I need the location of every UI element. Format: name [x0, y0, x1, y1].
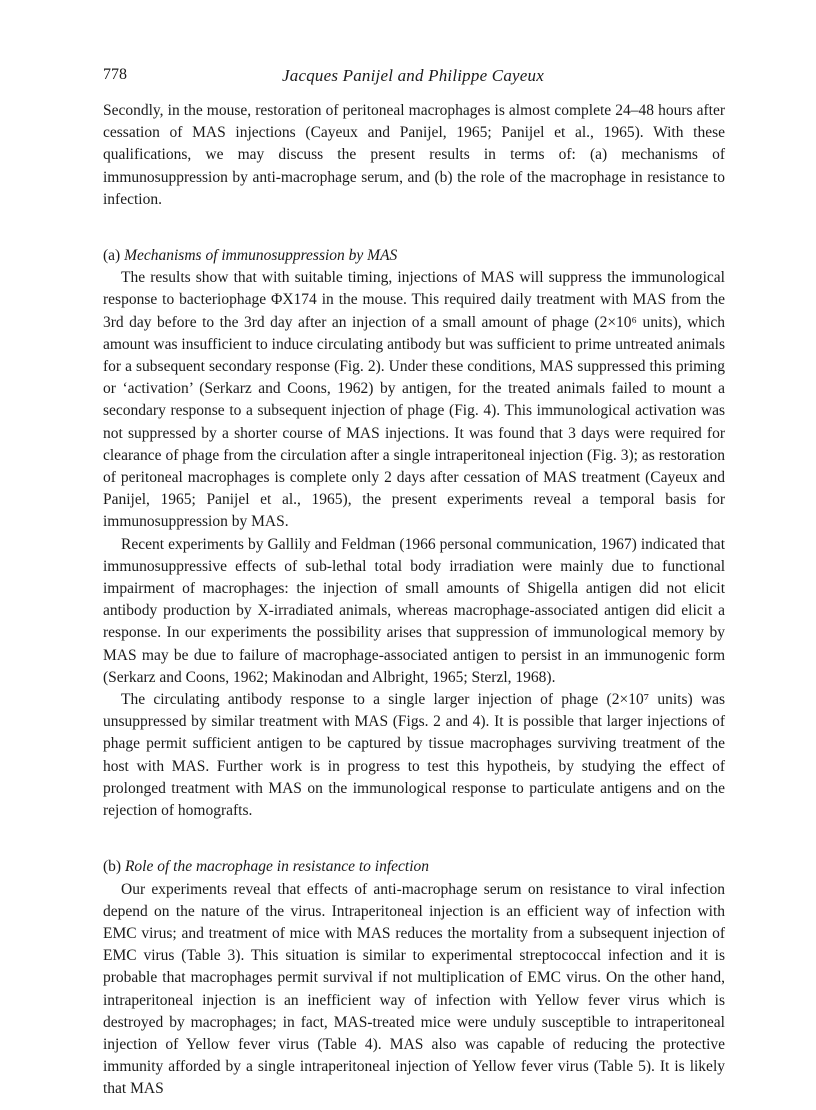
section-a-paragraph-3: The circulating antibody response to a single larger injection of phage (2×10⁷ units) was unsuppressed by similar treatment with MAS (Figs. 2 and 4). It is possible that larger injections of phage permit sufficient antigen to be captured by tissue macrophages surviving treatment of the host with MAS. Further work is in progress to test this hypotheis, by studying the effect of prolonged treatment with MAS on the immunological response to particulate antigens and on the rejection of homografts.	[103, 691, 725, 820]
section-a-label: (a)	[103, 247, 121, 265]
article-body	[103, 100, 725, 1101]
intro-paragraph: Secondly, in the mouse, restoration of peritoneal macrophages is almost complete 24–48 hours after cessation of MAS injections (Cayeux and Panijel, 1965; Panijel et al., 1965). With these qualifications, we may discuss the present results in terms of: (a) mechanisms of immunosuppression by anti-macrophage serum, and (b) the role of the macrophage in resistance to infection.	[103, 102, 725, 208]
section-a-paragraph-2: Recent experiments by Gallily and Feldman (1966 personal communication, 1967) indicated that immunosuppressive effects of sub-lethal total body irradiation were mainly due to functional impairment of macrophages: the injection of small amounts of Shigella antigen did not elicit antibody production by X-irradiated animals, whereas macrophage-associated antigen did elicit a response. In our experiments the possibility arises that suppression of immunological memory by MAS may be due to failure of macrophage-associated antigen to persist in an immunogenic form (Serkarz and Coons, 1962; Makinodan and Albright, 1965; Sterzl, 1968).	[103, 535, 725, 686]
page-number: 778	[103, 66, 127, 83]
section-b-heading	[103, 856, 725, 878]
section-b-label: (b)	[103, 858, 122, 876]
section-b-title: Role of the macrophage in resistance to infection	[124, 858, 430, 876]
running-head: Jacques Panijel and Philippe Cayeux	[282, 66, 544, 85]
section-a-paragraph-1: The results show that with suitable timing, injections of MAS will suppress the immunological response to bacteriophage ΦX174 in the mouse. This required daily treatment with MAS from the 3rd day before to the 3rd day after an injection of a small amount of phage (2×10⁶ units), which amount was insufficient to induce circulating antibody but was sufficient to prime untreated animals for a subsequent secondary response (Fig. 2). Under these conditions, MAS suppressed this priming or ‘activation’ (Serkarz and Coons, 1962) by antigen, for the treated animals failed to mount a secondary response to a subsequent injection of phage (Fig. 4). This immunological activation was not suppressed by a shorter course of MAS injections. It was found that 3 days were required for clearance of phage from the circulation after a single intraperitoneal injection (Fig. 3); as restoration of peritoneal macrophages is complete only 2 days after cessation of MAS treatment (Cayeux and Panijel, 1965; Panijel et al., 1965), the present experiments reveal a temporal basis for immunosuppression by MAS.	[103, 269, 725, 531]
section-a-heading	[103, 245, 725, 267]
section-a-title: Mechanisms of immunosuppression by MAS	[124, 247, 398, 265]
page-header	[103, 66, 723, 90]
section-b-paragraph-1: Our experiments reveal that effects of anti-macrophage serum on resistance to viral infection depend on the nature of the virus. Intraperitoneal injection is an efficient way of infection with EMC virus; and treatment of mice with MAS reduces the mortality from a subsequent injection of EMC virus (Table 3). This situation is similar to experimental streptococcal infection and it is probable that macrophages permit survival if not multiplication of EMC virus. On the other hand, intraperitoneal injection is an inefficient way of infection with Yellow fever virus which is destroyed by macrophages; in fact, MAS-treated mice were unduly susceptible to intraperitoneal injection of Yellow fever virus (Table 4). MAS also was capable of reducing the protective immunity afforded by a single intraperitoneal injection of Yellow fever virus (Table 5). It is likely that MAS	[103, 880, 725, 1098]
